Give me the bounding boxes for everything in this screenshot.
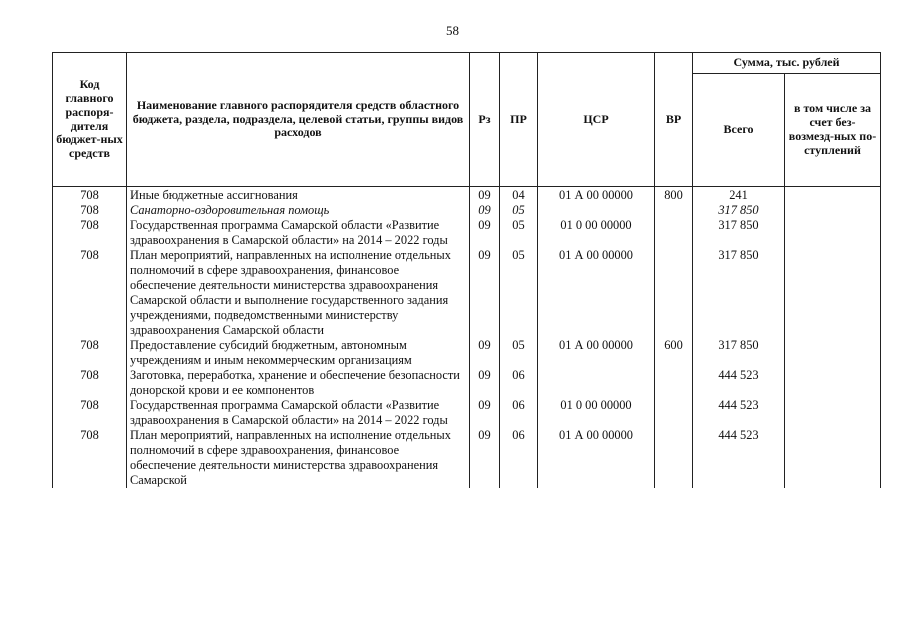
header-name: Наименование главного распорядителя средств областного бюджета, раздела, подраздела, целевой статьи, группы видов расходов	[127, 53, 470, 187]
cell-vr: 600	[655, 338, 693, 368]
cell-incl	[785, 338, 881, 368]
header-csr: ЦСР	[538, 53, 655, 187]
cell-incl	[785, 368, 881, 398]
cell-rz: 09	[470, 218, 500, 248]
header-total: Всего	[693, 74, 785, 187]
cell-pr: 05	[500, 203, 538, 218]
cell-csr: 01 0 00 00000	[538, 398, 655, 428]
table-row	[53, 248, 881, 338]
table-row	[53, 368, 881, 398]
header-rz: Рз	[470, 53, 500, 187]
cell-rz: 09	[470, 248, 500, 338]
table-row	[53, 428, 881, 488]
cell-vr	[655, 368, 693, 398]
cell-code: 708	[53, 203, 127, 218]
cell-name: Заготовка, переработка, хранение и обеспечение безопасности донорской крови и ее компонентов	[127, 368, 470, 398]
header-vr: ВР	[655, 53, 693, 187]
cell-name: Государственная программа Самарской области «Развитие здравоохранения в Самарской области» на 2014 – 2022 годы	[127, 398, 470, 428]
header-incl: в том числе за счет без-возмезд-ных по-ступлений	[785, 74, 881, 187]
cell-pr: 04	[500, 187, 538, 204]
header-pr: ПР	[500, 53, 538, 187]
cell-csr: 01 А 00 00000	[538, 338, 655, 368]
cell-rz: 09	[470, 368, 500, 398]
cell-csr	[538, 203, 655, 218]
table-row	[53, 218, 881, 248]
page-number: 58	[446, 23, 459, 38]
cell-total: 444 523	[693, 428, 785, 488]
cell-pr: 05	[500, 248, 538, 338]
cell-total: 241	[693, 187, 785, 204]
cell-pr: 06	[500, 428, 538, 488]
cell-pr: 06	[500, 368, 538, 398]
cell-csr: 01 А 00 00000	[538, 248, 655, 338]
cell-name: Предоставление субсидий бюджетным, автономным учреждениям и иным некоммерческим организациям	[127, 338, 470, 368]
cell-incl	[785, 187, 881, 204]
cell-total: 444 523	[693, 398, 785, 428]
header-sum: Сумма, тыс. рублей	[693, 53, 881, 74]
cell-rz: 09	[470, 398, 500, 428]
cell-incl	[785, 248, 881, 338]
header-code: Код главного распоря-дителя бюджет-ных средств	[53, 53, 127, 187]
cell-vr	[655, 218, 693, 248]
cell-name: План мероприятий, направленных на исполнение отдельных полномочий в сфере здравоохранения, финансовое обеспечение деятельности министерства здравоохранения Самарской	[127, 428, 470, 488]
cell-name: План мероприятий, направленных на исполнение отдельных полномочий в сфере здравоохранения, финансовое обеспечение деятельности министерства здравоохранения Самарской области и выполнение государственного задания учреждениями, подведомственными министерству здравоохранения Самарской области	[127, 248, 470, 338]
cell-code: 708	[53, 338, 127, 368]
cell-vr	[655, 248, 693, 338]
cell-total: 444 523	[693, 368, 785, 398]
cell-vr	[655, 428, 693, 488]
cell-code: 708	[53, 248, 127, 338]
cell-code: 708	[53, 428, 127, 488]
cell-vr	[655, 203, 693, 218]
cell-code: 708	[53, 398, 127, 428]
cell-pr: 05	[500, 218, 538, 248]
cell-code: 708	[53, 368, 127, 398]
budget-table	[52, 52, 881, 488]
cell-rz: 09	[470, 338, 500, 368]
cell-incl	[785, 203, 881, 218]
cell-code: 708	[53, 218, 127, 248]
table-row	[53, 398, 881, 428]
cell-rz: 09	[470, 203, 500, 218]
cell-rz: 09	[470, 428, 500, 488]
cell-pr: 05	[500, 338, 538, 368]
cell-incl	[785, 398, 881, 428]
cell-csr: 01 0 00 00000	[538, 218, 655, 248]
table-row	[53, 338, 881, 368]
cell-name: Государственная программа Самарской области «Развитие здравоохранения в Самарской области» на 2014 – 2022 годы	[127, 218, 470, 248]
cell-vr: 800	[655, 187, 693, 204]
cell-csr	[538, 368, 655, 398]
cell-total: 317 850	[693, 338, 785, 368]
cell-total: 317 850	[693, 218, 785, 248]
table-row	[53, 203, 881, 218]
cell-csr: 01 А 00 00000	[538, 428, 655, 488]
cell-csr: 01 А 00 00000	[538, 187, 655, 204]
table-header	[53, 53, 881, 187]
cell-total: 317 850	[693, 248, 785, 338]
cell-name: Санаторно-оздоровительная помощь	[127, 203, 470, 218]
cell-name: Иные бюджетные ассигнования	[127, 187, 470, 204]
cell-incl	[785, 218, 881, 248]
table-row	[53, 187, 881, 204]
cell-rz: 09	[470, 187, 500, 204]
cell-code: 708	[53, 187, 127, 204]
cell-total: 317 850	[693, 203, 785, 218]
cell-pr: 06	[500, 398, 538, 428]
cell-incl	[785, 428, 881, 488]
cell-vr	[655, 398, 693, 428]
table-body	[53, 187, 881, 489]
